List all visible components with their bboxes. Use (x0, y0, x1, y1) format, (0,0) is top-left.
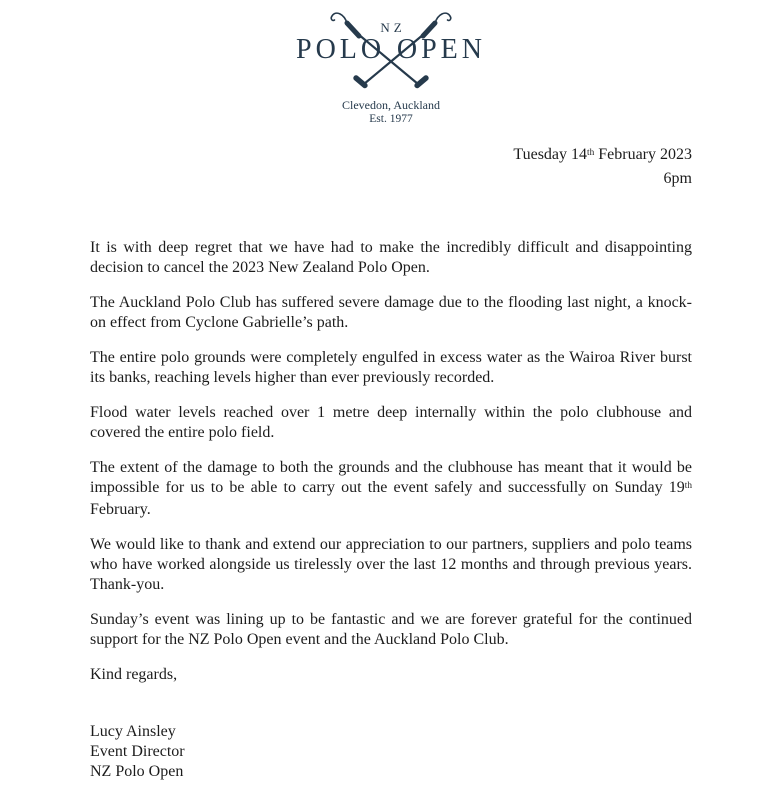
paragraph-1: It is with deep regret that we have had to make the incredibly difficult and disappointing decision to cancel the 2023 New Zealand Polo Open. (90, 239, 692, 276)
logo-word-open: OPEN (396, 34, 486, 65)
signature-block (90, 722, 692, 782)
signature-organisation: NZ Polo Open (90, 763, 184, 780)
paragraph-6: We would like to thank and extend our appreciation to our partners, suppliers and polo teams who have worked alongside us tirelessly over the last 12 months and through previous years. Thank-you. (90, 536, 692, 593)
date-ordinal: th (587, 147, 595, 158)
letter-body (90, 238, 692, 782)
paragraph-5-text: The extent of the damage to both the grounds and the clubhouse has meant that it would be impossible for us to be able to carry out the event safely and successfully on Sunday 19 (90, 459, 692, 496)
letter-date (513, 144, 692, 168)
logo-location: Clevedon, Auckland (342, 98, 440, 112)
logo-art (296, 6, 486, 92)
paragraph-5-ordinal: th (684, 480, 692, 491)
logo-wordmark (296, 35, 486, 65)
letter-time: 6pm (663, 170, 692, 187)
paragraph-7: Sunday’s event was lining up to be fantastic and we are forever grateful for the continued support for the NZ Polo Open event and the Auckland Polo Club. (90, 611, 692, 648)
paragraph-4: Flood water levels reached over 1 metre deep internally within the polo clubhouse and covered the entire polo field. (90, 404, 692, 441)
dateline (513, 144, 692, 190)
logo-established: Est. 1977 (369, 113, 413, 125)
paragraph-3: The entire polo grounds were completely engulfed in excess water as the Wairoa River burst its banks, reaching levels higher than ever previously recorded. (90, 349, 692, 386)
signature-title: Event Director (90, 743, 185, 760)
paragraph-5-rest: February. (90, 501, 151, 518)
date-main: Tuesday 14 (513, 146, 588, 163)
date-rest: February 2023 (594, 146, 692, 163)
paragraph-5 (90, 458, 692, 520)
valediction: Kind regards, (90, 666, 178, 683)
logo-nz-text: NZ (380, 20, 406, 35)
paragraph-2: The Auckland Polo Club has suffered severe damage due to the flooding last night, a knock-on effect from Cyclone Gabrielle’s path. (90, 294, 692, 331)
signature-name: Lucy Ainsley (90, 723, 176, 740)
logo-word-polo: POLO (296, 34, 386, 65)
nz-polo-open-logo (296, 6, 486, 126)
